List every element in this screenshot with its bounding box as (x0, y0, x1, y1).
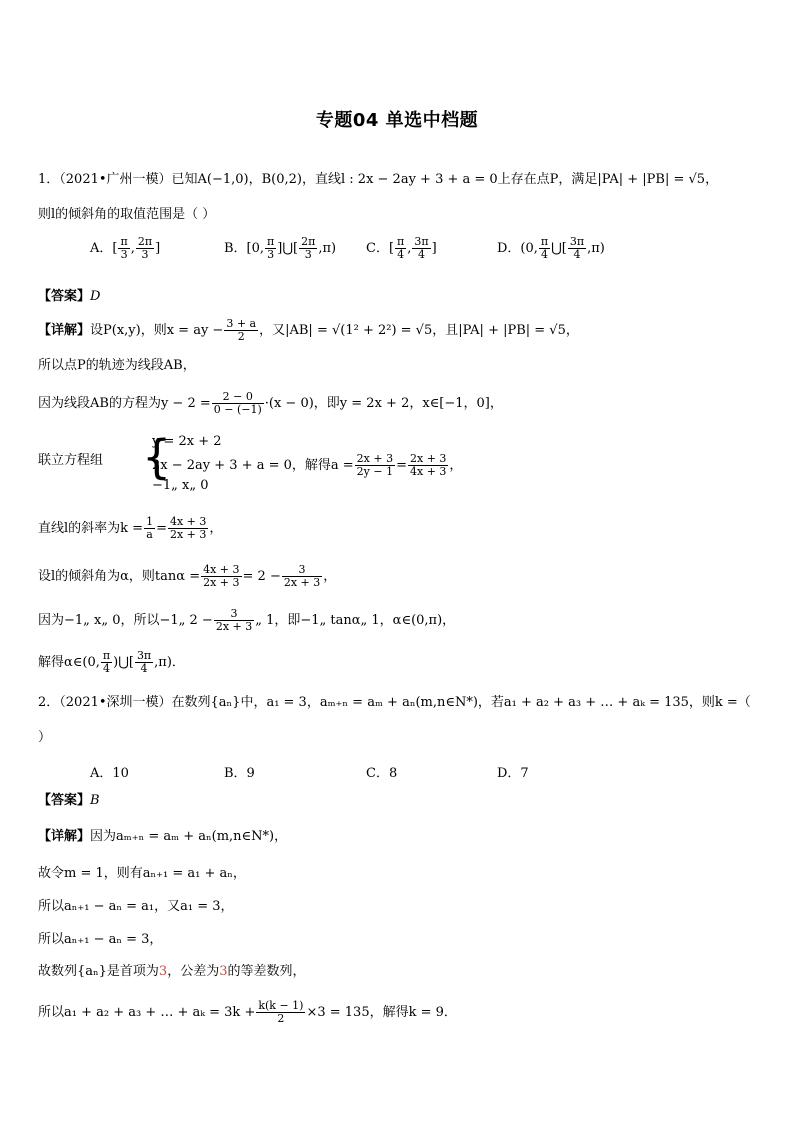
q2-option-c: C．8 (366, 766, 398, 781)
q1-detail-line3: 因为线段AB的方程为y − 2 = $\frac{2 - 0}{0 - (-1)}$ ·(x − 0)，即y = 2x + 2，x∈[−1，0]， (38, 390, 503, 416)
system-brace: { (142, 430, 172, 484)
q1-option-d: D．(0, $\frac{\pi}{4}$ ⋃[ $\frac{3\pi}{4}$ ,π) (497, 235, 605, 261)
q1-detail-line2: 所以点P的轨迹为线段AB， (38, 358, 196, 373)
q1-answer: 【答案】D (38, 289, 101, 304)
q1-system-eq3: −1„ x„ 0 (152, 478, 209, 493)
q2-detail-line5: 故数列{aₙ}是首项为3，公差为3的等差数列， (38, 964, 306, 979)
q2-detail-line4: 所以aₙ₊₁ − aₙ = 3， (38, 932, 163, 947)
q1-option-a: A．[ $\frac{\pi}{3}$ , $\frac{2\pi}{3}$ ] (90, 235, 161, 261)
q2-detail-line6: 所以a₁ + a₂ + a₃ + … + aₖ = 3k + $\frac{k(k - 1)}{2}$ ×3 = 135，解得k = 9． (38, 999, 457, 1025)
q1-detail-line8: 解得α∈(0, $\frac{\pi}{4}$ )⋃[ $\frac{3\pi}{4}$ ,π)． (38, 649, 185, 675)
q2-detail-line3: 所以aₙ₊₁ − aₙ = a₁，又a₁ = 3， (38, 899, 234, 914)
q2-option-d: D．7 (497, 766, 529, 781)
q1-stem-line2: 则l的倾斜角的取值范围是（ ） (38, 207, 216, 222)
q1-stem-line1: 1．（2021•广州一模）已知A(−1,0)，B(0,2)，直线l : 2x − 2ay + 3 + a = 0上存在点P，满足|PA| + |PB| = √5， (38, 172, 719, 187)
q2-stem-line1: 2．（2021•深圳一模）在数列{aₙ}中，a₁ = 3，aₘ₊ₙ = aₘ + aₙ(m,n∈N*)，若a₁ + a₂ + a₃ + … + aₖ = 135，则k =（ (38, 695, 751, 710)
q1-option-b: B．[0, $\frac{\pi}{3}$ ]⋃[ $\frac{2\pi}{3}$ ,π) (224, 235, 337, 261)
q1-detail-line7: 因为−1„ x„ 0，所以−1„ 2 − $\frac{3}{2x + 3}$ „ 1，即−1„ tanα„ 1，α∈(0,π)， (38, 607, 456, 633)
q2-answer: 【答案】B (38, 793, 100, 808)
page-title: 专题04 单选中档题 (315, 110, 479, 131)
q2-detail-line1: 【详解】因为aₘ₊ₙ = aₘ + aₙ(m,n∈N*)， (38, 829, 288, 844)
q1-system-eq2: 2x − 2ay + 3 + a = 0，解得a = $\frac{2x + 3}{2y - 1}$ = $\frac{2x + 3}{4x + 3}$ ， (152, 452, 463, 478)
q1-option-c: C．[ $\frac{\pi}{4}$ , $\frac{3\pi}{4}$ ] (366, 235, 437, 261)
q1-detail-line5: 直线l的斜率为k = $\frac{1}{a}$ = $\frac{4x + 3}{2x + 3}$ ， (38, 515, 223, 541)
q2-option-b: B．9 (224, 766, 255, 781)
q1-detail-line1: 【详解】设P(x,y)，则x = ay − $\frac{3 + a}{2}$ ，又|AB| = √(1² + 2²) = √5，且|PA| + |PB| = √5， (38, 317, 579, 343)
q2-stem-line2: ） (38, 730, 52, 745)
q1-detail-line6: 设l的倾斜角为α，则tanα = $\frac{4x + 3}{2x + 3}$ = 2 − $\frac{3}{2x + 3}$ ， (38, 563, 337, 589)
q2-option-a: A．10 (90, 766, 129, 781)
q1-system-eq1: y = 2x + 2 (152, 434, 222, 449)
q1-system-label: 联立方程组 (38, 453, 104, 468)
q2-detail-line2: 故令m = 1，则有aₙ₊₁ = a₁ + aₙ， (38, 866, 246, 881)
